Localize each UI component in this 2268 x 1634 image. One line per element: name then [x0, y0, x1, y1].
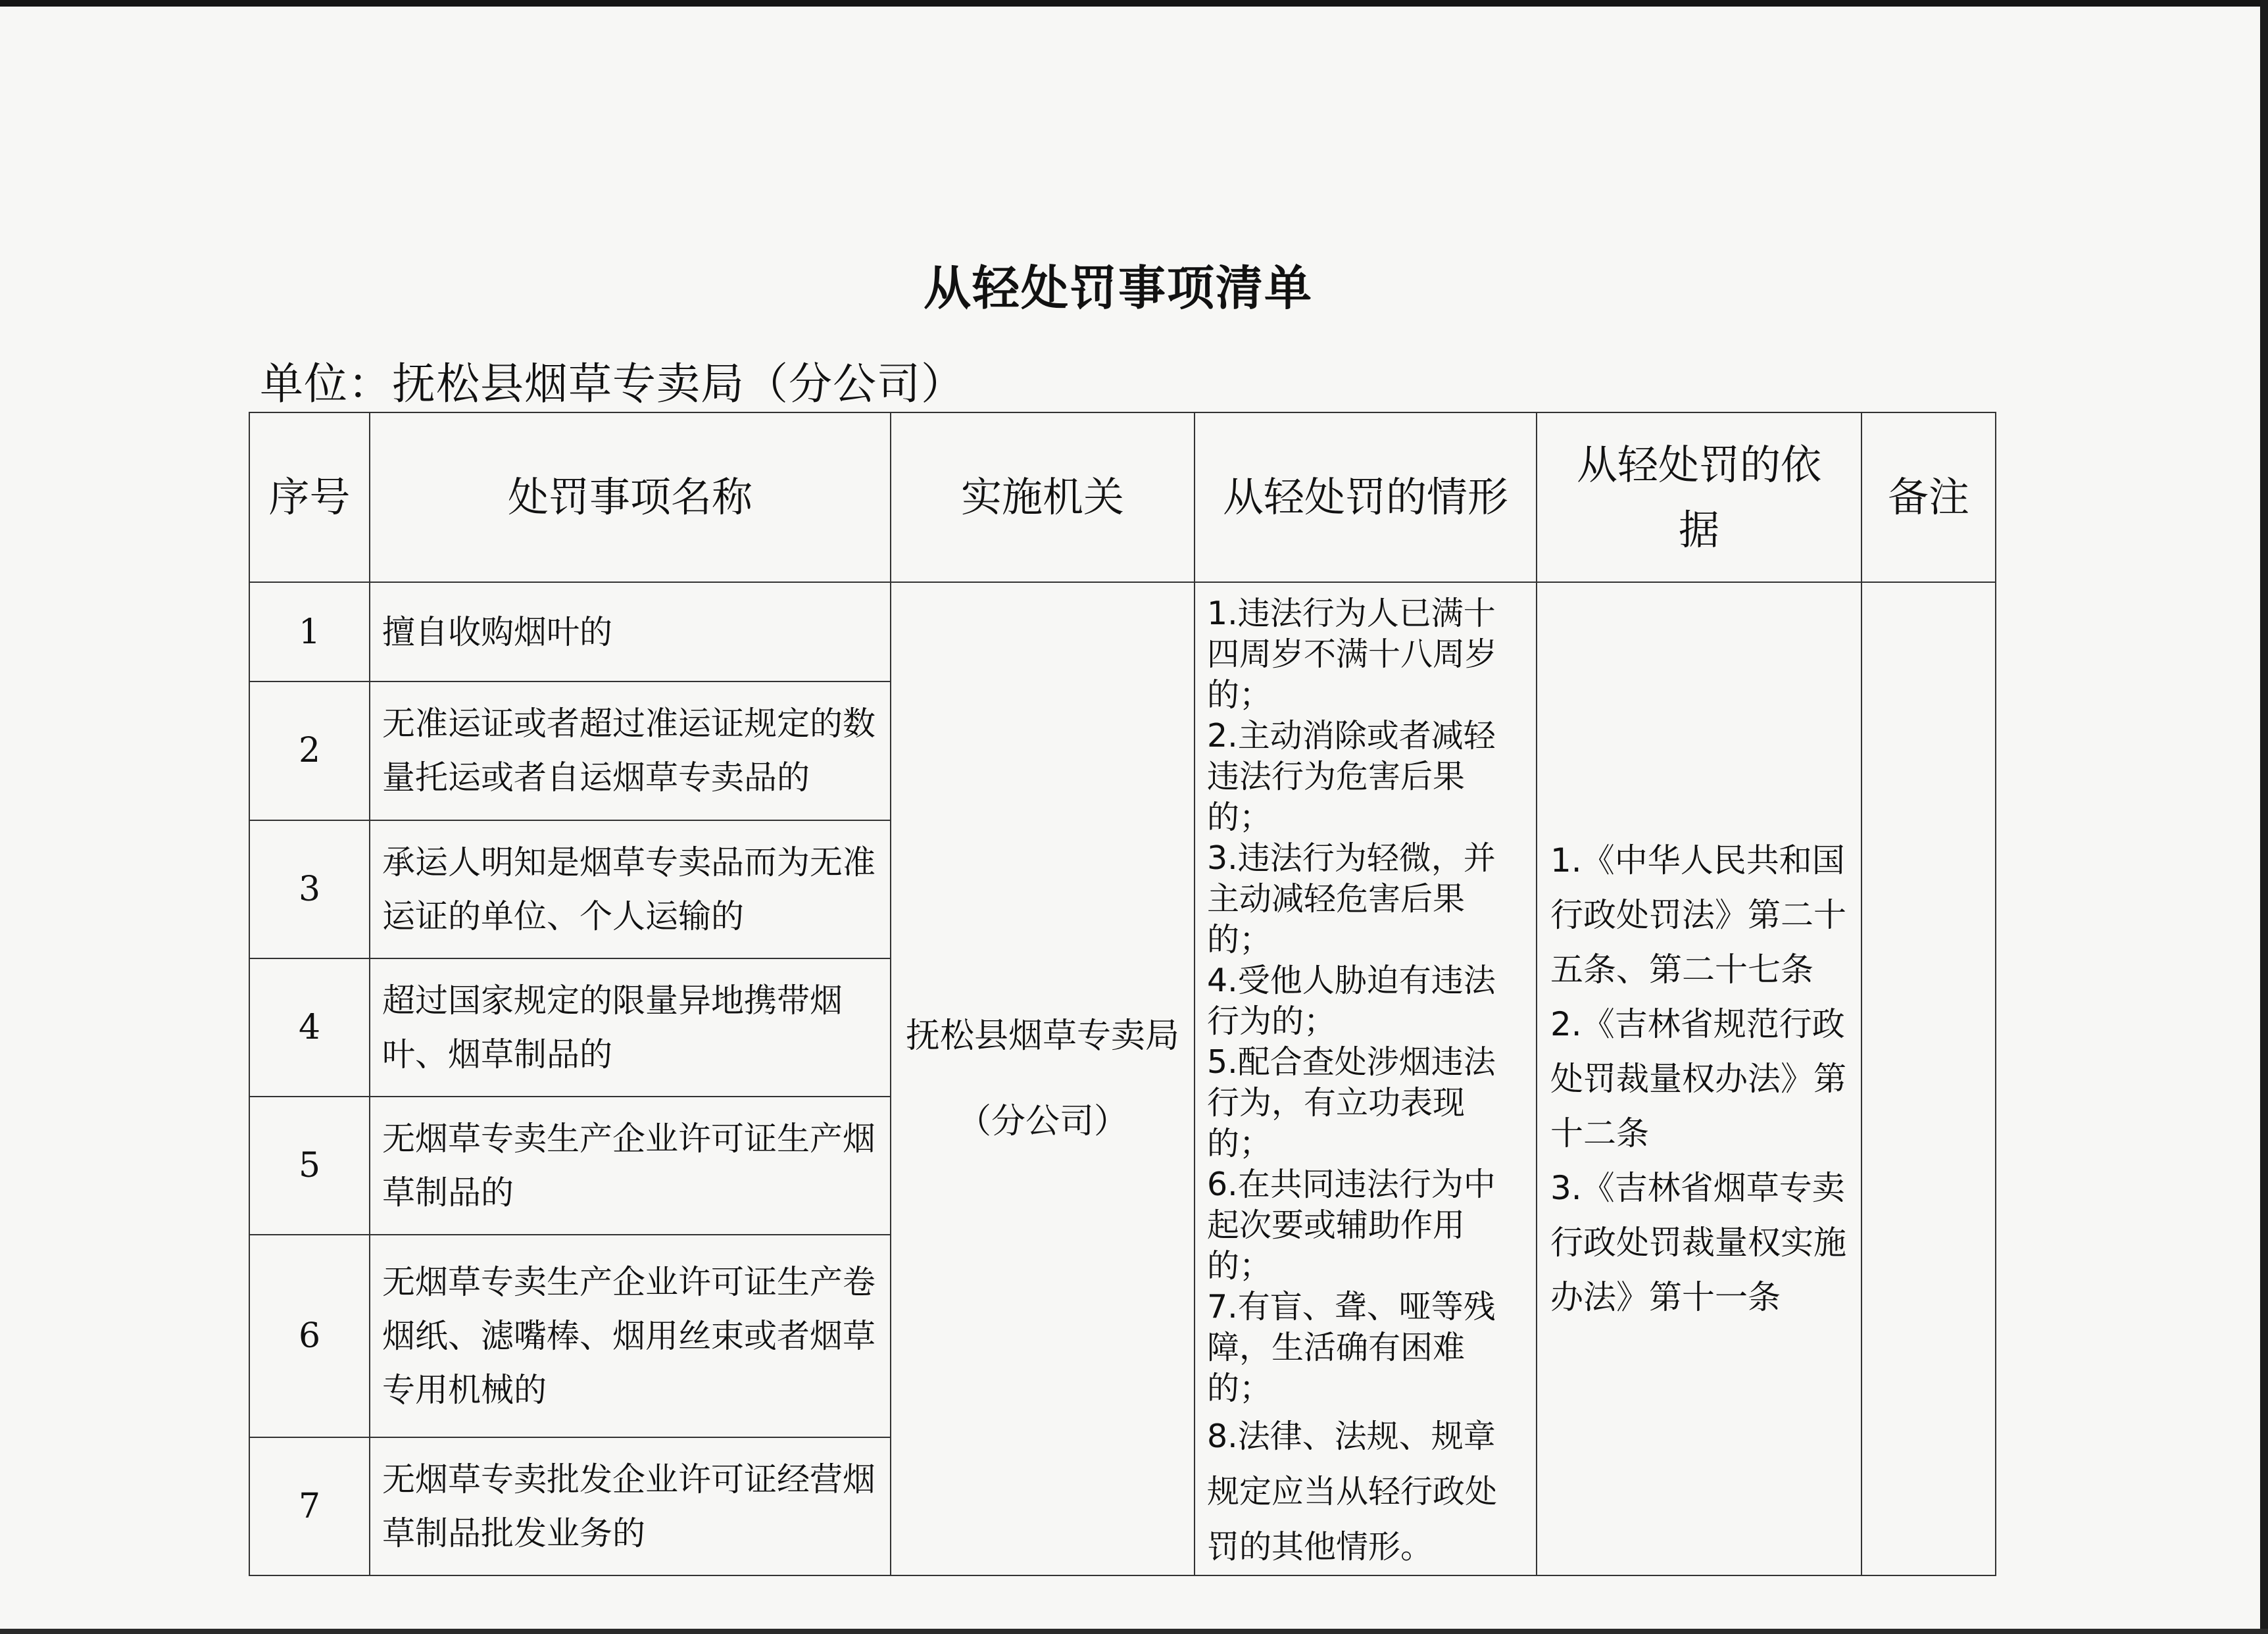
- row-item-name: 无烟草专卖生产企业许可证生产卷烟纸、滤嘴棒、烟用丝束或者烟草专用机械的: [370, 1235, 891, 1437]
- scan-border-top: [0, 0, 2268, 7]
- row-item-name: 无烟草专卖生产企业许可证生产烟草制品的: [370, 1097, 891, 1235]
- header-basis: 从轻处罚的依据: [1537, 412, 1861, 582]
- circumstance-item: 4.受他人胁迫有违法行为的；: [1207, 962, 1496, 1040]
- scan-border-bottom: [0, 1629, 2268, 1634]
- penalty-list-table: [249, 412, 1996, 1576]
- circumstance-item: 5.配合查处涉烟违法行为，有立功表现的；: [1207, 1043, 1496, 1162]
- row-index: 2: [249, 681, 370, 820]
- row-index: 6: [249, 1235, 370, 1437]
- agency-name: 抚松县烟草专卖局: [905, 1016, 1179, 1056]
- circumstance-item: 2.主动消除或者减轻违法行为危害后果的；: [1207, 717, 1496, 836]
- circumstance-item: 1.违法行为人已满十四周岁不满十八周岁的；: [1207, 595, 1498, 714]
- circumstance-item: 8.法律、法规、规章规定应当从轻行政处罚的其他情形。: [1207, 1418, 1498, 1566]
- unit-line: 单位：抚松县烟草专卖局（分公司）: [260, 359, 965, 409]
- circumstance-item: 3.违法行为轻微，并主动减轻危害后果的；: [1207, 839, 1496, 958]
- circumstance-item: 7.有盲、聋、哑等残障，生活确有困难的；: [1207, 1288, 1496, 1407]
- header-item-name: 处罚事项名称: [370, 412, 891, 582]
- circumstance-item: 6.在共同违法行为中起次要或辅助作用的；: [1207, 1166, 1496, 1285]
- basis-item: 3.《吉林省烟草专卖行政处罚裁量权实施办法》第十一条: [1550, 1168, 1846, 1316]
- header-index: 序号: [249, 412, 370, 582]
- header-circumstances: 从轻处罚的情形: [1195, 412, 1537, 582]
- scan-border-right: [2260, 0, 2268, 1634]
- row-index: 3: [249, 820, 370, 958]
- table-row: [249, 582, 1996, 681]
- header-remarks: 备注: [1861, 412, 1996, 582]
- row-index: 4: [249, 958, 370, 1097]
- document-title: 从轻处罚事项清单: [923, 260, 1313, 316]
- row-item-name: 承运人明知是烟草专卖品而为无准运证的单位、个人运输的: [370, 820, 891, 958]
- remarks-cell: [1861, 582, 1996, 1575]
- row-item-name: 无烟草专卖批发企业许可证经营烟草制品批发业务的: [370, 1437, 891, 1575]
- row-item-name: 无准运证或者超过准运证规定的数量托运或者自运烟草专卖品的: [370, 681, 891, 820]
- row-item-name: 超过国家规定的限量异地携带烟叶、烟草制品的: [370, 958, 891, 1097]
- basis-cell: [1537, 582, 1861, 1575]
- table-header-row: [249, 412, 1996, 582]
- row-item-name: 擅自收购烟叶的: [370, 582, 891, 681]
- row-index: 1: [249, 582, 370, 681]
- agency-branch: （分公司）: [956, 1102, 1128, 1141]
- row-index: 7: [249, 1437, 370, 1575]
- row-index: 5: [249, 1097, 370, 1235]
- agency-cell: [891, 582, 1195, 1575]
- basis-item: 2.《吉林省规范行政处罚裁量权办法》第十二条: [1550, 1004, 1846, 1152]
- header-agency: 实施机关: [891, 412, 1195, 582]
- basis-item: 1.《中华人民共和国行政处罚法》第二十五条、第二十七条: [1550, 841, 1846, 989]
- circumstances-cell: [1195, 582, 1537, 1575]
